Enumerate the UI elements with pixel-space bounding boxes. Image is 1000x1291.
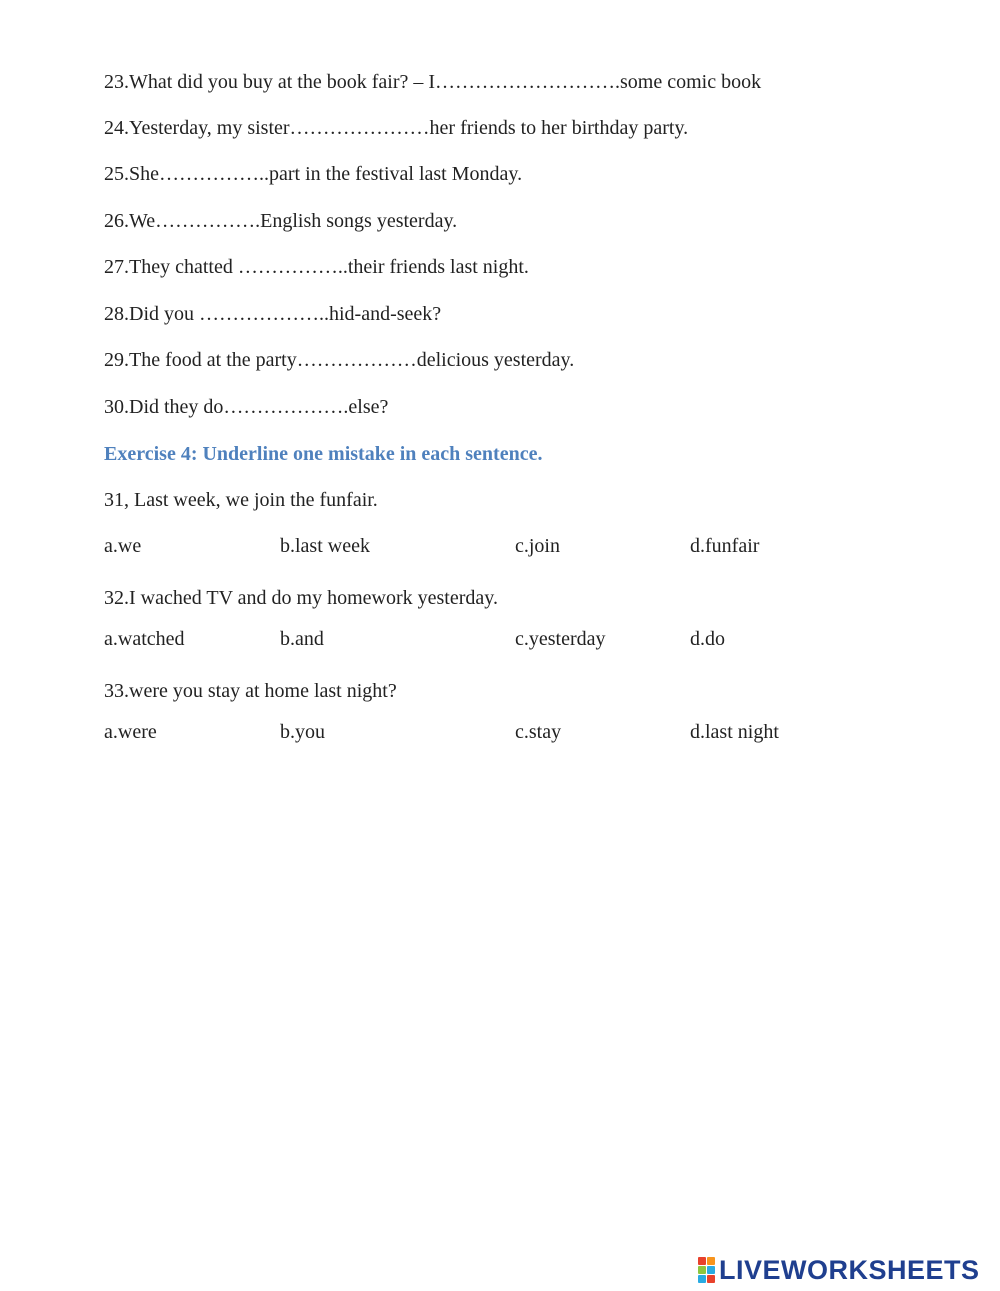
liveworksheets-logo bbox=[698, 1256, 980, 1284]
question-33-option-b[interactable]: b.you bbox=[280, 721, 325, 743]
question-29: 29.The food at the party………………delicious yesterday. bbox=[104, 349, 575, 371]
question-30: 30.Did they do……………….else? bbox=[104, 396, 389, 418]
question-32-sentence: 32.I wached TV and do my homework yesterday. bbox=[104, 587, 498, 609]
question-32-option-b[interactable]: b.and bbox=[280, 628, 324, 650]
logo-text: LIVEWORKSHEETS bbox=[719, 1255, 980, 1285]
question-26: 26.We…………….English songs yesterday. bbox=[104, 210, 458, 232]
question-24: 24.Yesterday, my sister…………………her friends to her birthday party. bbox=[104, 117, 689, 139]
question-33-option-c[interactable]: c.stay bbox=[515, 721, 562, 743]
question-27: 27.They chatted ……………..their friends last night. bbox=[104, 256, 529, 278]
exercise-4-heading: Exercise 4: Underline one mistake in each sentence. bbox=[104, 443, 543, 465]
question-32-option-d[interactable]: d.do bbox=[690, 628, 725, 650]
question-33-option-a[interactable]: a.were bbox=[104, 721, 157, 743]
question-32-option-a[interactable]: a.watched bbox=[104, 628, 185, 650]
question-31-option-b[interactable]: b.last week bbox=[280, 535, 370, 557]
question-33-sentence: 33.were you stay at home last night? bbox=[104, 680, 397, 702]
question-23: 23.What did you buy at the book fair? – I……………………….some comic book bbox=[104, 71, 762, 93]
question-31-option-c[interactable]: c.join bbox=[515, 535, 560, 557]
question-31-option-d[interactable]: d.funfair bbox=[690, 535, 760, 557]
question-32-option-c[interactable]: c.yesterday bbox=[515, 628, 606, 650]
question-25: 25.She……………..part in the festival last Monday. bbox=[104, 163, 523, 185]
question-31-sentence: 31, Last week, we join the funfair. bbox=[104, 489, 378, 511]
question-31-option-a[interactable]: a.we bbox=[104, 535, 142, 557]
question-33-option-d[interactable]: d.last night bbox=[690, 721, 779, 743]
question-28: 28.Did you ………………..hid-and-seek? bbox=[104, 303, 442, 325]
logo-blocks-icon bbox=[698, 1257, 715, 1283]
